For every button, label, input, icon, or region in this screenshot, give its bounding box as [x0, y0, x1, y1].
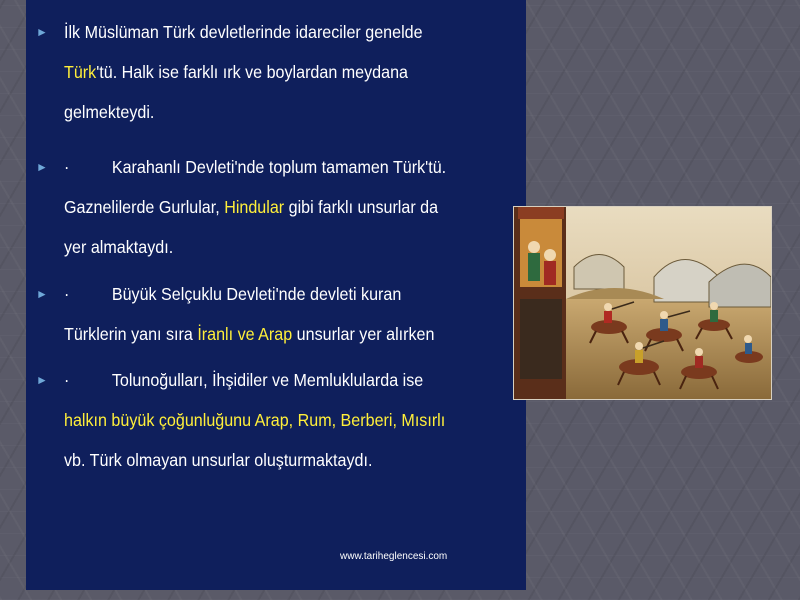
bullet-triangle-icon: ►	[36, 25, 48, 39]
paragraph-2	[64, 147, 480, 267]
text-segment: İlk Müslüman Türk devletlerinde idareciler genelde	[64, 22, 423, 42]
website-footer: www.tariheglencesi.com	[340, 551, 448, 562]
text-line	[64, 440, 480, 480]
text-segment: 'tü. Halk ise farklı ırk ve boylardan meydana	[96, 62, 409, 82]
text-line	[64, 12, 480, 52]
paragraph-3	[64, 274, 480, 354]
text-line	[64, 314, 480, 354]
text-line	[64, 52, 480, 92]
bullet-dot: ·	[64, 284, 70, 304]
highlighted-text: halkın büyük çoğunluğunu Arap, Rum, Berberi, Mısırlı	[64, 410, 446, 430]
bullet-triangle-icon: ►	[36, 160, 48, 174]
text-line	[64, 92, 480, 132]
text-segment: Büyük Selçuklu Devleti'nde devleti kuran	[111, 284, 402, 304]
text-line	[64, 187, 480, 227]
text-segment: gibi farklı unsurlar da	[284, 197, 439, 217]
text-line	[64, 274, 480, 314]
text-segment: yer almaktaydı.	[64, 237, 174, 257]
text-segment: Tolunoğulları, İhşidiler ve Memluklularda ise	[111, 370, 424, 390]
text-segment: Gaznelilerde Gurlular,	[64, 197, 225, 217]
text-segment: unsurlar yer alırken	[292, 324, 435, 344]
highlighted-text: Hindular	[224, 197, 285, 217]
text-line	[64, 147, 480, 187]
text-line	[64, 400, 480, 440]
highlighted-text: İranlı ve Arap	[197, 324, 293, 344]
miniature-painting-image	[513, 206, 772, 400]
text-line	[64, 227, 480, 267]
bullet-triangle-icon: ►	[36, 373, 48, 387]
paragraph-1	[64, 12, 480, 132]
highlighted-text: Türk	[64, 62, 97, 82]
bullet-dot: ·	[64, 157, 70, 177]
bullet-dot: ·	[64, 370, 70, 390]
text-segment: Türklerin yanı sıra	[64, 324, 198, 344]
bullet-triangle-icon: ►	[36, 287, 48, 301]
text-line	[64, 360, 480, 400]
text-segment: Karahanlı Devleti'nde toplum tamamen Türk'tü.	[111, 157, 447, 177]
paragraph-4	[64, 360, 480, 480]
text-segment: gelmekteydi.	[64, 102, 155, 122]
text-segment: vb. Türk olmayan unsurlar oluşturmaktaydı.	[64, 450, 373, 470]
